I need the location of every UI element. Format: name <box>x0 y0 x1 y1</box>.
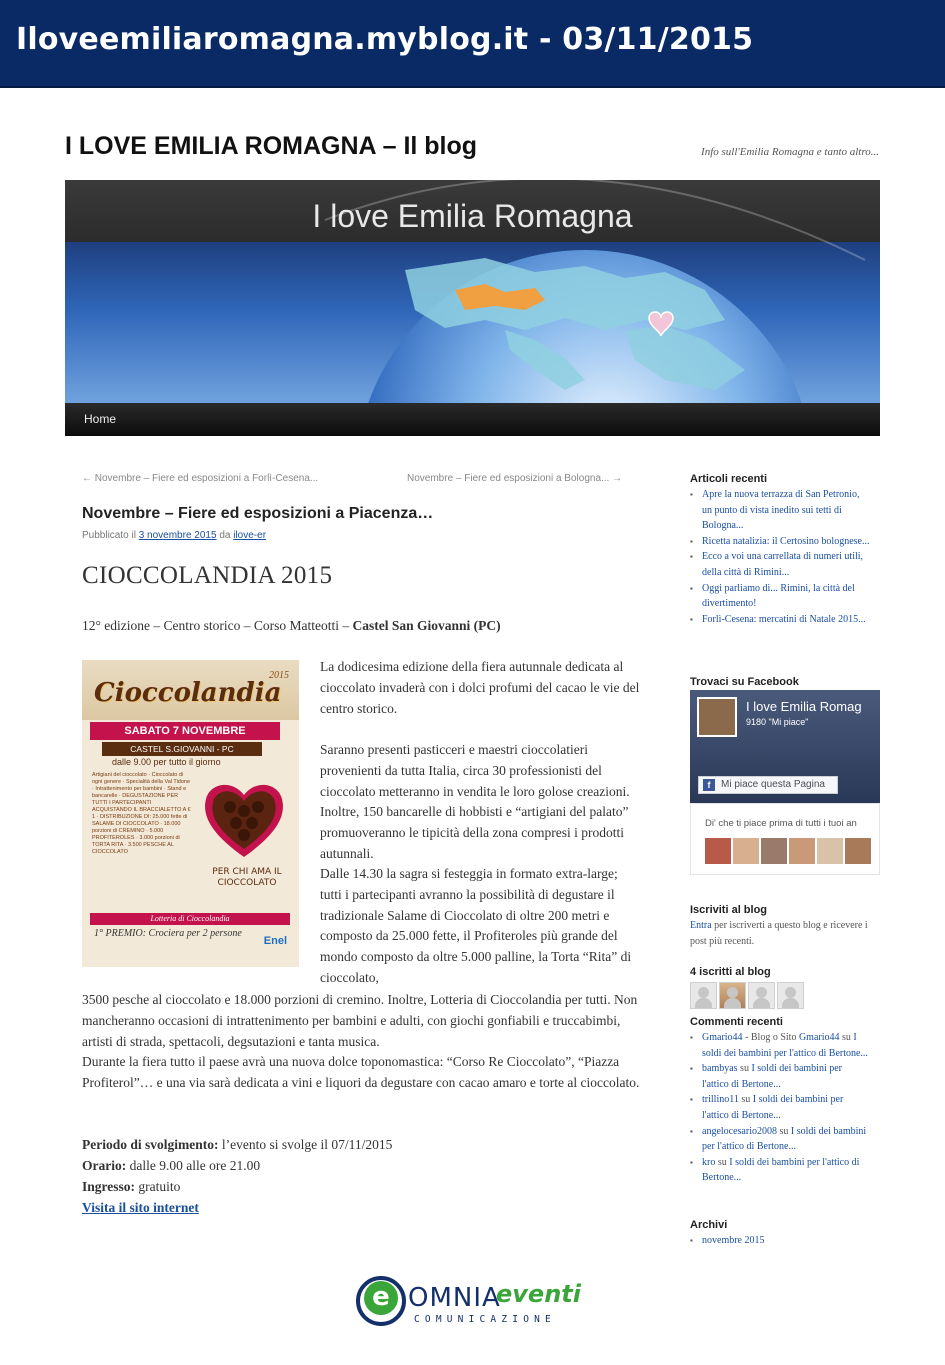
comment-author-extra: - Blog o Sito <box>742 1032 799 1043</box>
recent-comments-heading: Commenti recenti <box>690 1016 783 1028</box>
event-website-link[interactable]: Visita il sito internet <box>82 1200 199 1215</box>
banner-text: Iloveemiliaromagna.myblog.it - 03/11/2015 <box>16 22 754 57</box>
recent-post-link[interactable]: ▪ Ecco a voi una carrellata di numeri utili, della città di Rimini... <box>690 549 870 580</box>
site-title[interactable]: I LOVE EMILIA ROMAGNA – Il blog <box>65 132 478 160</box>
facebook-page-name[interactable]: I love Emilia Romag <box>746 699 862 714</box>
comment-author-link[interactable]: Gmario44 <box>702 1032 743 1043</box>
article-paragraph: 3500 pesche al cioccolato e 18.000 porzioni di cremino. Inoltre, Lotteria di Cioccolandia per tutti. Non mancheranno occasioni di intrattenimento per bambini e adulti, con giochi gonfiabili e truccabimbi, artisti di strada, spettacoli, degsutazioni e tanta musica. <box>82 992 638 1049</box>
comment-author-link[interactable]: Gmario44 <box>798 1032 840 1043</box>
comment-author-link[interactable]: bambyas <box>702 1063 738 1075</box>
meta-mid: da <box>216 530 234 541</box>
poster-slogan: PER CHI AMA IL CIOCCOLATO <box>212 867 282 888</box>
globe-illustration <box>65 180 880 403</box>
period-label: Periodo di svolgimento: <box>82 1137 219 1152</box>
post-meta <box>82 530 266 541</box>
recent-posts-heading: Articoli recenti <box>690 473 768 485</box>
recent-post-link[interactable]: ▪ Oggi parliamo di... Rimini, la città del divertimento! <box>690 581 870 612</box>
facebook-friends-text: Di' che ti piace prima di tutti i tuoi an <box>705 818 857 829</box>
subscribe-heading: Iscriviti al blog <box>690 904 768 916</box>
post-title: Novembre – Fiere ed esposizioni a Piacenza… <box>82 505 434 522</box>
subscriber-avatar[interactable] <box>777 982 804 1009</box>
facebook-icon: f <box>703 779 715 791</box>
friend-avatar[interactable] <box>761 838 787 864</box>
event-poster[interactable] <box>82 660 299 967</box>
edition-place: Castel San Giovanni (PC) <box>352 618 501 633</box>
poster-hours: dalle 9.00 per tutto il giorno <box>112 757 221 767</box>
archives-heading: Archivi <box>690 1219 728 1231</box>
logo-eventi-text: eventi <box>496 1280 581 1308</box>
facebook-friends-panel <box>690 803 880 875</box>
header-image <box>65 180 880 403</box>
friend-avatar[interactable] <box>705 838 731 864</box>
main-navigation <box>65 403 880 436</box>
recent-comment <box>690 1061 870 1092</box>
article-paragraph: La dodicesima edizione della fiera autunnale dedicata al cioccolato invaderà con i dolci profumi del cacao le vie del centro storico. <box>320 659 640 716</box>
comment-post-link[interactable]: I soldi dei bambini per l'attico di Bertone... <box>702 1063 842 1090</box>
poster-date: SABATO 7 NOVEMBRE <box>90 722 280 740</box>
omnia-eventi-logo <box>356 1276 606 1328</box>
hours-value: dalle 9.00 alle ore 21.00 <box>126 1158 261 1173</box>
comment-post-link[interactable]: I soldi dei bambini per l'attico di Bertone... <box>702 1032 868 1059</box>
site-description: Info sull'Emilia Romagna e tanto altro... <box>701 146 879 158</box>
edition-line <box>82 618 501 634</box>
meta-prefix: Pubblicato il <box>82 530 139 541</box>
comment-author-link[interactable]: angelocesario2008 <box>702 1125 777 1137</box>
archives-list <box>690 1233 870 1249</box>
article-paragraph: Dalle 14.30 la sagra si festeggia in formato extra-large; tutti i partecipanti avranno la possibilità di degustare il tradizionale Salame di Cioccolato di oltre 200 metri e composto da 25.000 fette, il Profiteroles più grande del mondo composto da oltre 5.000 palline, la Torta “Rita” di cioccolato, <box>320 866 632 985</box>
recent-comment <box>690 1155 870 1186</box>
comment-on: su <box>776 1125 791 1137</box>
nav-home-link[interactable]: Home <box>84 412 117 426</box>
article-paragraph: Durante la fiera tutto il paese avrà una nuova dolce toponomastica: “Corso Re Cioccolato”, “Piazza Profiterol”… e una via sarà dedicata a vini e liquori da degustare con cacao amaro e torte al cioccolato. <box>82 1054 640 1090</box>
logo-tagline: COMUNICAZIONE <box>414 1314 556 1325</box>
event-entry <box>82 1179 180 1195</box>
subscribers-heading: 4 iscritti al blog <box>690 966 771 978</box>
facebook-heading: Trovaci su Facebook <box>690 676 799 688</box>
comment-on: su <box>839 1032 854 1043</box>
facebook-widget <box>690 690 880 803</box>
header-image-text: I love Emilia Romagna <box>312 198 633 234</box>
facebook-page-avatar[interactable] <box>697 697 737 737</box>
hours-label: Orario: <box>82 1158 127 1173</box>
comment-post-link[interactable]: I soldi dei bambini per l'attico di Bertone... <box>702 1125 867 1153</box>
entry-value: gratuito <box>135 1179 181 1194</box>
recent-post-link[interactable]: ▪ Forlì-Cesena: mercatini di Natale 2015... <box>690 612 870 628</box>
article-paragraph: Saranno presenti pasticceri e maestri cioccolatieri provenienti da tutta Italia, circa 30 professionisti del cioccolato metteranno in vendita le loro golose creazioni. Inoltre, 150 bancarelle di hobbisti e “artigiani del palato” promuoveranno le tipicità della zona compresi i prodotti autunnali. <box>320 742 630 861</box>
next-post-link[interactable]: Novembre – Fiere ed esposizioni a Bologna... → <box>407 473 623 484</box>
period-value: l’evento si svolge il 07/11/2015 <box>218 1137 393 1152</box>
subscriber-avatars <box>690 982 804 1009</box>
friend-avatar[interactable] <box>845 838 871 864</box>
recent-comment <box>690 1124 870 1155</box>
recent-comments-list <box>690 1030 870 1186</box>
subscribe-text <box>690 918 870 949</box>
poster-brand: Cioccolandia <box>94 678 282 708</box>
comment-author-link[interactable]: kro <box>702 1156 716 1168</box>
facebook-like-label: Mi piace questa Pagina <box>721 779 825 790</box>
recent-comment <box>690 1092 870 1123</box>
archive-link[interactable]: ▪ novembre 2015 <box>690 1233 870 1249</box>
recent-comment <box>690 1030 870 1061</box>
comment-author-link[interactable]: trillino11 <box>702 1094 739 1106</box>
poster-prize: 1° PREMIO: Crociera per 2 persone <box>94 928 242 939</box>
poster-place: CASTEL S.GIOVANNI - PC <box>102 742 262 756</box>
recent-post-link[interactable]: ▪ Apre la nuova terrazza di San Petronio, un punto di vista inedito sui tetti di Bologna... <box>690 487 870 534</box>
logo-e-mark: e <box>364 1281 398 1315</box>
friend-avatar[interactable] <box>733 838 759 864</box>
comment-on: su <box>715 1156 730 1168</box>
poster-sponsor-logo: Enel <box>263 935 287 947</box>
poster-program: Artigiani del cioccolato · Cioccolato di ogni genere · Specialità della Val Tidone · Intrattenimento per bambini · Stand e bancarelle · DEGUSTAZIONE PER TUTTI I PARTECIPANTI ACQUISTANDO IL BRACCIALETTO A € 1 · DISTRIBUZIONE DI: 25.000 fette di SALAME DI CIOCCOLATO · 18.000 porzioni di CREMINO · 5.000 PROFITEROLES · 3.000 porzioni di TORTA RITA · 3.500 PESCHE AL CIOCCOLATO <box>92 772 191 855</box>
recent-post-link[interactable]: ▪ Ricetta natalizia: il Certosino bolognese... <box>690 534 870 550</box>
event-title: CIOCCOLANDIA 2015 <box>82 562 333 589</box>
friend-avatar[interactable] <box>789 838 815 864</box>
facebook-likes-count: 9180 "Mi piace" <box>746 717 809 727</box>
edition-text: 12° edizione – Centro storico – Corso Matteotti – <box>82 618 353 633</box>
facebook-friends-avatars <box>705 838 880 866</box>
poster-lottery: Lotteria di Cioccolandia <box>90 913 290 925</box>
subscriber-avatar[interactable] <box>690 982 717 1009</box>
comment-on: su <box>738 1094 753 1106</box>
facebook-like-button[interactable] <box>698 776 838 794</box>
post-date-link[interactable]: 3 novembre 2015 <box>138 530 217 541</box>
post-author-link[interactable]: ilove-er <box>233 530 267 541</box>
event-period <box>82 1137 392 1153</box>
top-banner <box>0 0 945 88</box>
comment-on: su <box>737 1063 752 1075</box>
subscribe-description: per iscriverti a questo blog e ricevere i post più recenti. <box>690 920 868 947</box>
comment-post-link[interactable]: I soldi dei bambini per l'attico di Bertone... <box>702 1094 844 1121</box>
subscriber-avatar[interactable] <box>719 982 746 1009</box>
previous-post-link[interactable]: ← Novembre – Fiere ed esposizioni a Forlì-Cesena... <box>82 473 319 484</box>
chocolate-heart-icon <box>200 775 288 863</box>
subscriber-avatar[interactable] <box>748 982 775 1009</box>
friend-avatar[interactable] <box>817 838 843 864</box>
poster-year: 2015 <box>269 670 289 681</box>
subscribe-login-link[interactable]: Entra <box>690 920 712 931</box>
event-hours <box>82 1158 260 1174</box>
entry-label: Ingresso: <box>82 1179 136 1194</box>
comment-post-link[interactable]: I soldi dei bambini per l'attico di Bertone... <box>702 1156 860 1184</box>
recent-posts-list <box>690 487 870 627</box>
logo-omnia-text: OMNIA <box>408 1283 501 1313</box>
